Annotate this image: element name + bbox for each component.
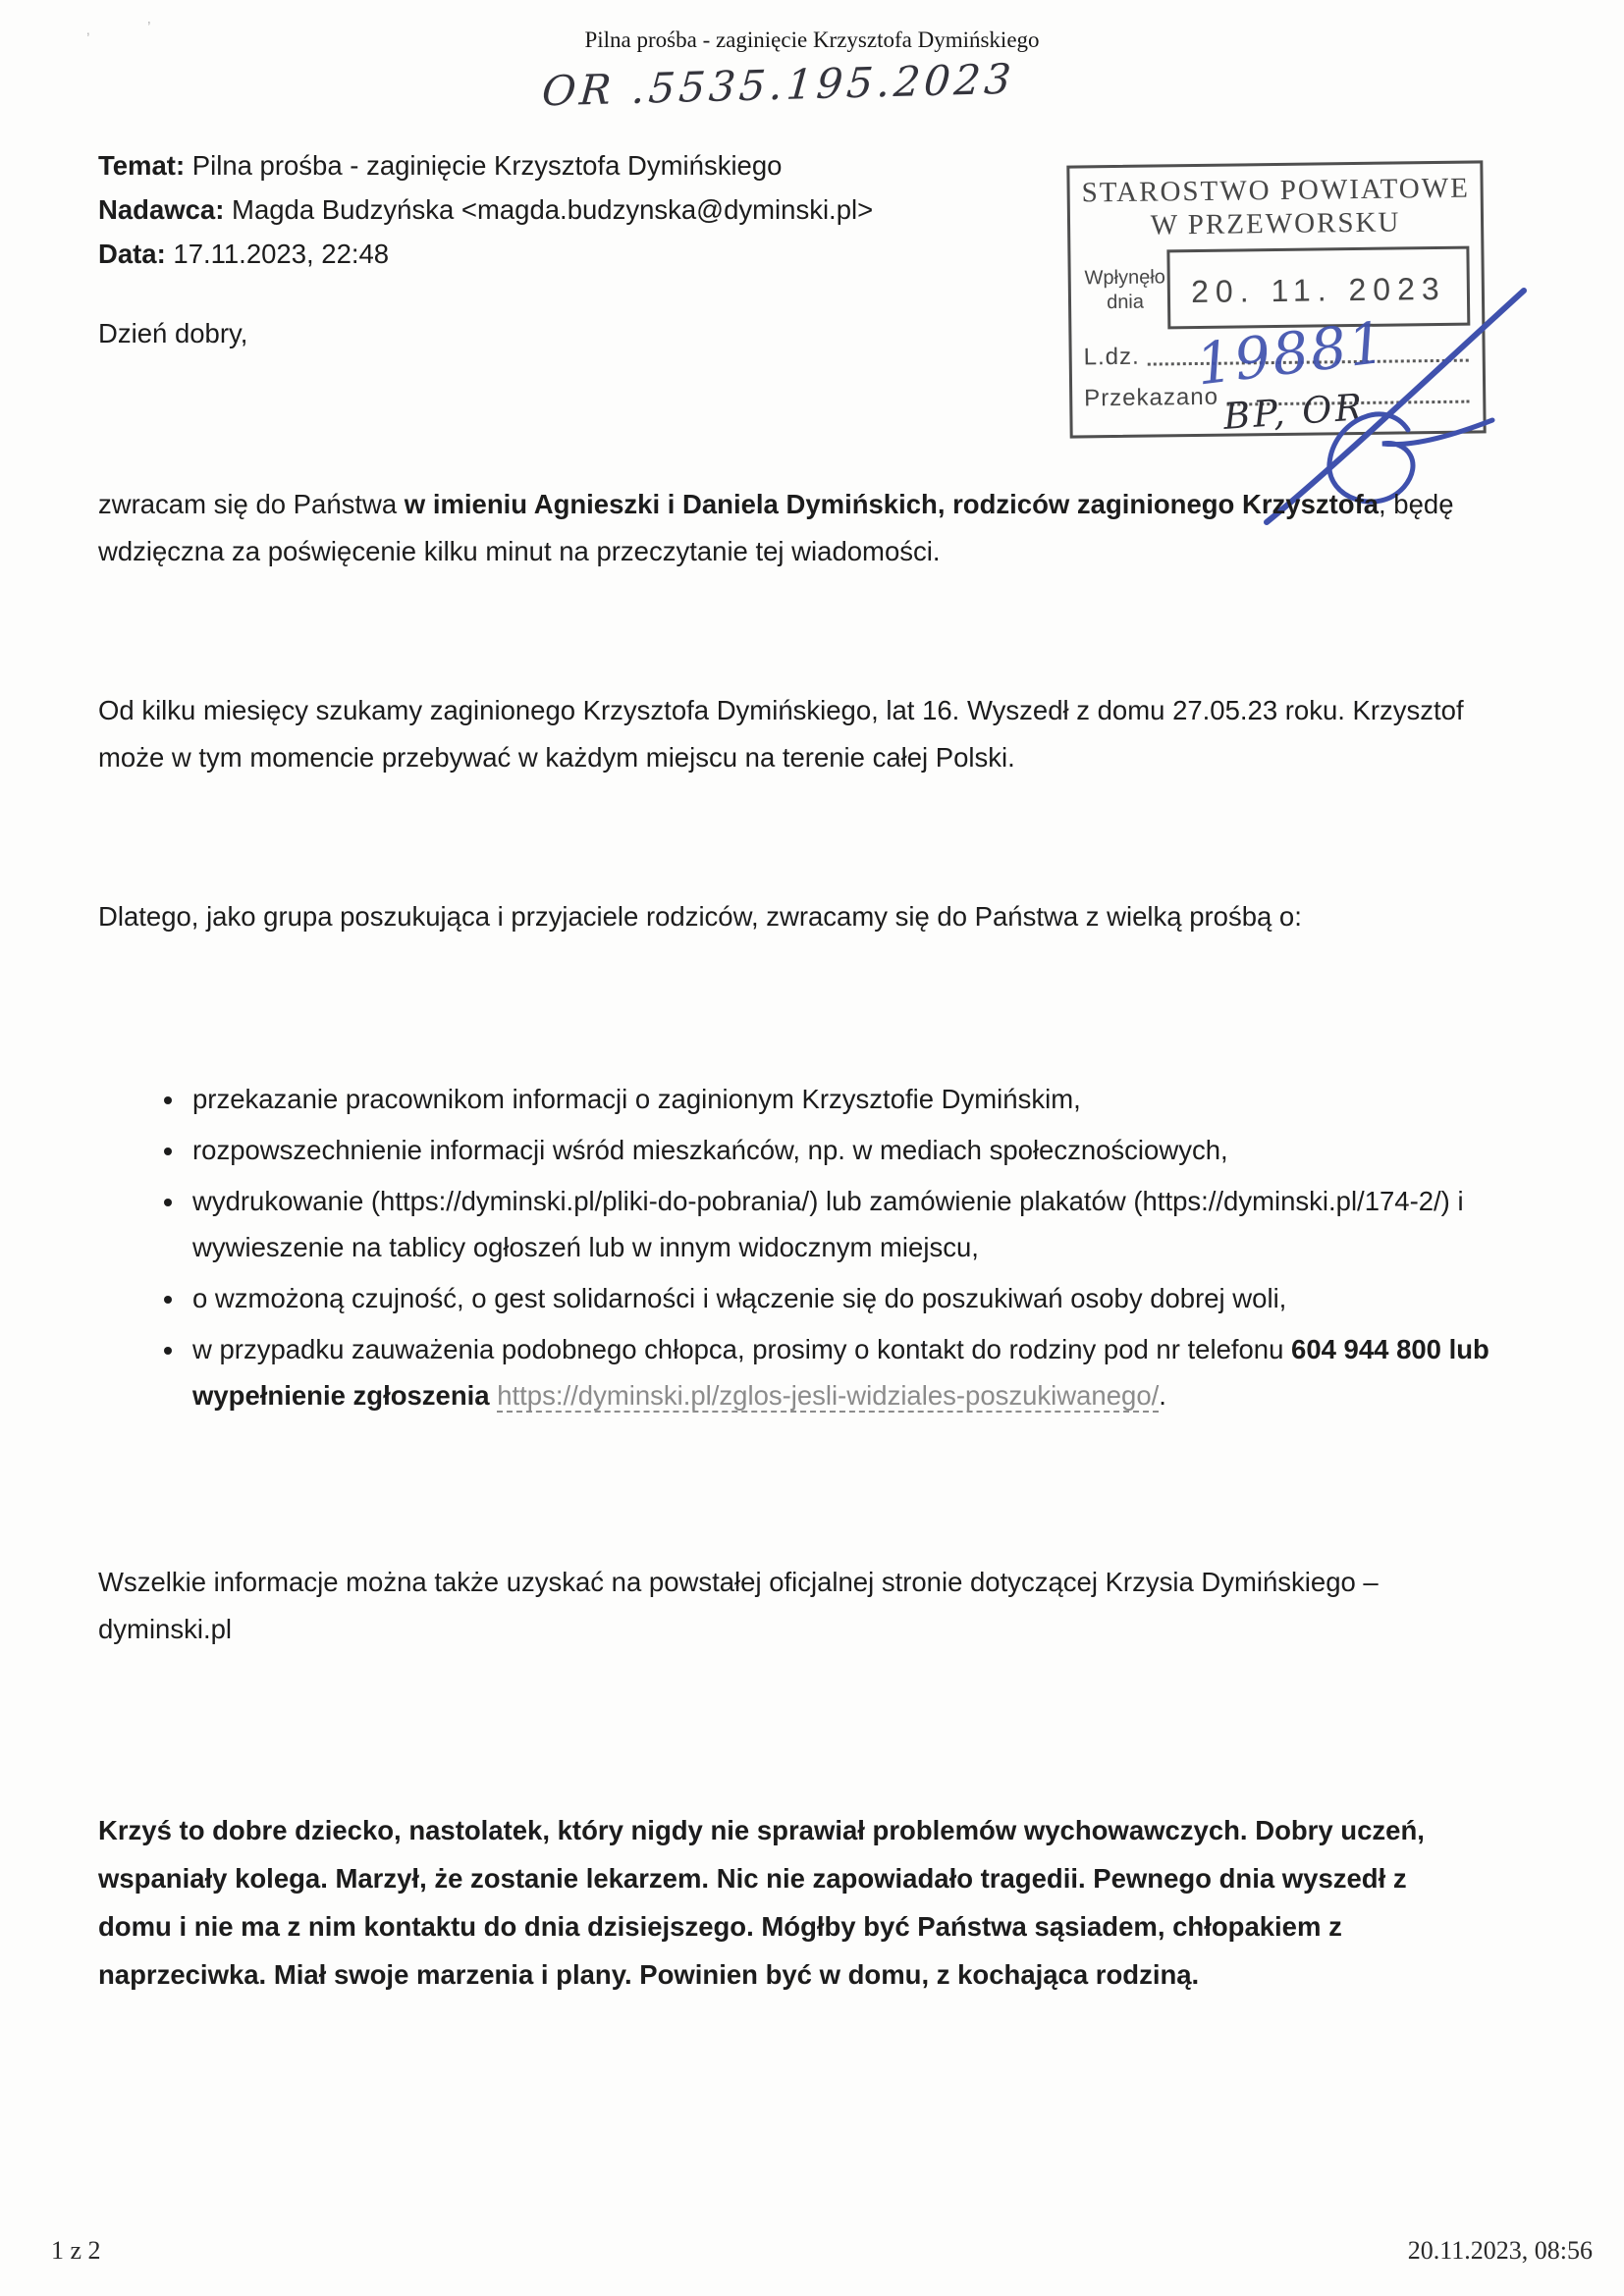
list-item-text: w przypadku zauważenia podobnego chłopca, prosimy o kontakt do rodziny pod nr telefonu	[192, 1334, 1292, 1364]
list-item	[187, 1275, 1508, 1321]
intro-run-regular: zwracam się do Państwa	[98, 489, 405, 519]
sender-label: Nadawca:	[98, 194, 225, 225]
list-item	[187, 1178, 1508, 1270]
list-item	[187, 1076, 1508, 1122]
subject-label: Temat:	[98, 150, 186, 181]
stamp-received-label-line1: Wpłynęło	[1084, 266, 1165, 290]
list-item-text: o wzmożoną czujność, o gest solidarności i włączenie się do poszukiwań osoby dobrej woli,	[192, 1283, 1287, 1313]
subject-line	[98, 143, 873, 187]
subject-value: Pilna prośba - zaginięcie Krzysztofa Dymińskiego	[191, 150, 783, 181]
stamp-ldz-label: L.dz.	[1083, 343, 1140, 371]
handwritten-forwarded-to: BP, OR	[1221, 386, 1367, 438]
footer-print-datetime: 20.11.2023, 08:56	[1407, 2236, 1593, 2265]
paragraph-request-lead: Dlatego, jako grupa poszukująca i przyjaciele rodziców, zwracamy się do Państwa z wielką prośbą o:	[98, 901, 1302, 932]
stamp-office-line1: STAROSTWO POWIATOWE	[1081, 172, 1471, 209]
email-meta-block	[98, 143, 873, 276]
scan-artifact: ’	[147, 20, 151, 36]
list-item	[187, 1127, 1508, 1173]
request-list	[149, 1076, 1508, 1423]
report-link: https://dyminski.pl/zglos-jesli-widziales-poszukiwanego/	[497, 1380, 1160, 1411]
date-line	[98, 232, 873, 276]
phone-number-text: 604 944 800 lub wypełnienie zgłoszenia	[192, 1334, 1489, 1411]
date-label: Data:	[98, 239, 166, 269]
stamp-date-box: 20. 11. 2023	[1166, 246, 1470, 330]
stamp-received-label-line2: dnia	[1106, 291, 1145, 314]
handwritten-ldz-number: 19881	[1192, 308, 1390, 399]
paragraph-search-info: Od kilku miesięcy szukamy zaginionego Krzysztofa Dymińskiego, lat 16. Wyszedł z domu 27.05.23 roku. Krzysztof może w tym momencie przebywać w każdym miejscu na terenie całej Polski.	[98, 695, 1464, 773]
scan-artifact: ‚	[86, 22, 90, 38]
intro-run-regular-2: , będę wdzięczna za poświęcenie kilku minut na przeczytanie tej wiadomości.	[98, 489, 1454, 566]
paragraph-website-info: Wszelkie informacje można także uzyskać na powstałej oficjalnej stronie dotyczącej Krzysia Dymińskiego – dyminski.pl	[98, 1567, 1379, 1644]
paragraph-intro	[98, 481, 1473, 575]
stamp-office-line2: W PRZEWORSKU	[1150, 206, 1401, 241]
date-value: 17.11.2023, 22:48	[173, 239, 390, 269]
list-item-text: przekazanie pracownikom informacji o zaginionym Krzysztofie Dymińskim,	[192, 1084, 1081, 1114]
page-title: Pilna prośba - zaginięcie Krzysztofa Dymińskiego	[584, 27, 1040, 52]
greeting: Dzień dobry,	[98, 318, 248, 348]
list-item-text: rozpowszechnienie informacji wśród mieszkańców, np. w mediach społecznościowych,	[192, 1135, 1228, 1165]
list-item-text: wydrukowanie (https://dyminski.pl/pliki-do-pobrania/) lub zamówienie plakatów (https://dyminski.pl/174-2/) i wywieszenie na tablicy ogłoszeń lub w innym widocznym miejscu,	[192, 1186, 1464, 1262]
paragraph-closing: Krzyś to dobre dziecko, nastolatek, który nigdy nie sprawiał problemów wychowawczych. Dobry uczeń, wspaniały kolega. Marzył, że zostanie lekarzem. Nic nie zapowiadało tragedii. Pewnego dnia wyszedł z domu i nie ma z nim kontaktu do dnia dzisiejszego. Mógłby być Państwa sąsiadem, chłopakiem z naprzeciwka. Miał swoje marzenia i plany. Powinien być w domu, z kochająca rodziną.	[98, 1815, 1425, 1990]
list-item	[187, 1326, 1508, 1418]
list-item-text: .	[1159, 1380, 1166, 1411]
footer-page-number: 1 z 2	[51, 2236, 101, 2265]
handwritten-case-number: OR .5535.195.2023	[540, 54, 1017, 116]
sender-value: Magda Budzyńska <magda.budzynska@dyminski.pl>	[232, 194, 874, 225]
stamp-forwarded-label: Przekazano	[1084, 383, 1219, 412]
intro-run-bold: w imieniu Agnieszki i Daniela Dymińskich, rodziców zaginionego Krzysztofa	[404, 489, 1380, 519]
stamp-office-name	[1081, 172, 1469, 243]
sender-line	[98, 187, 873, 232]
